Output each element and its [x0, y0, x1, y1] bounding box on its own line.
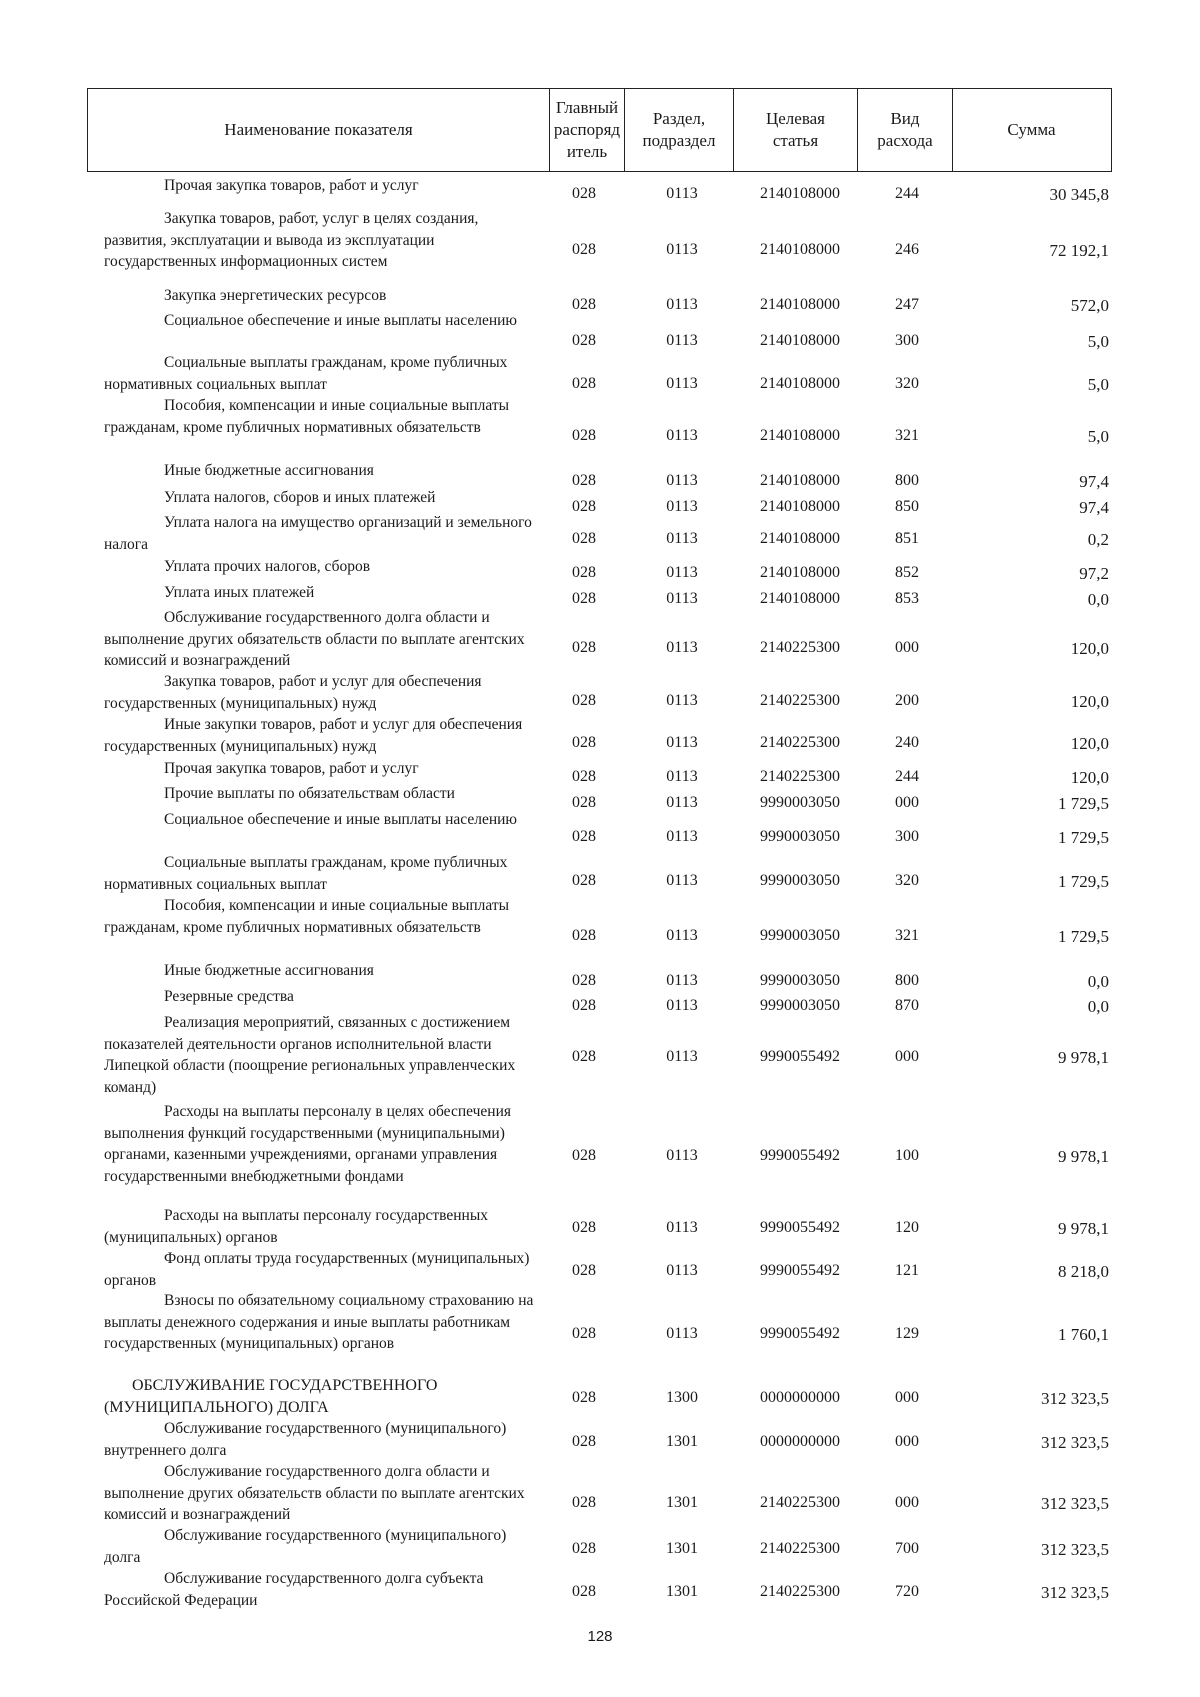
row-name: Закупка товаров, работ и услуг для обеспечения государственных (муниципальных) нужд: [104, 673, 482, 712]
row-name: Закупка энергетических ресурсов: [164, 287, 387, 304]
row-razdel: 1301: [666, 1433, 698, 1450]
header-grbs: Главный распоряд итель: [550, 89, 625, 171]
row-celevaya: 2140108000: [760, 296, 840, 313]
row-name: Закупка товаров, работ, услуг в целях создания, развития, эксплуатации и вывода из эксплуатации государственных информационных систем: [104, 210, 479, 270]
row-vid: 000: [895, 1433, 919, 1450]
row-razdel: 0113: [666, 972, 698, 989]
row-razdel: 0113: [666, 768, 698, 785]
row-razdel: 0113: [666, 639, 698, 656]
row-name: Иные бюджетные ассигнования: [164, 962, 374, 979]
row-name: Обслуживание государственного долга области и выполнение других обязательств области по выплате агентских комиссий и вознаграждений: [104, 609, 525, 669]
row-summa: 312 323,5: [1041, 1540, 1109, 1559]
row-celevaya: 9990003050: [760, 927, 840, 944]
row-grbs: 028: [572, 375, 596, 392]
row-razdel: 0113: [666, 1262, 698, 1279]
row-grbs: 028: [572, 332, 596, 349]
row-summa: 97,4: [1079, 498, 1109, 517]
row-summa: 5,0: [1087, 375, 1109, 394]
row-summa: 97,4: [1079, 472, 1109, 491]
row-vid: 800: [895, 972, 919, 989]
row-summa: 1 729,5: [1058, 828, 1109, 847]
row-razdel: 1301: [666, 1494, 698, 1511]
row-name: Фонд оплаты труда государственных (муниципальных) органов: [104, 1250, 530, 1289]
row-name: Социальные выплаты гражданам, кроме публичных нормативных социальных выплат: [104, 354, 508, 393]
row-summa: 572,0: [1070, 296, 1109, 315]
row-celevaya: 2140108000: [760, 427, 840, 444]
row-name: Прочие выплаты по обязательствам области: [164, 785, 455, 802]
row-grbs: 028: [572, 296, 596, 313]
row-celevaya: 9990003050: [760, 828, 840, 845]
row-name: Пособия, компенсации и иные социальные выплаты гражданам, кроме публичных нормативных обязательств: [104, 397, 510, 436]
row-razdel: 0113: [666, 927, 698, 944]
row-grbs: 028: [572, 498, 596, 515]
row-name: Обслуживание государственного долга области и выполнение других обязательств области по выплате агентских комиссий и вознаграждений: [104, 1463, 525, 1523]
row-summa: 97,2: [1079, 564, 1109, 583]
row-summa: 5,0: [1087, 332, 1109, 351]
row-razdel: 0113: [666, 590, 698, 607]
row-razdel: 0113: [666, 794, 698, 811]
row-summa: 312 323,5: [1041, 1494, 1109, 1513]
row-summa: 9 978,1: [1058, 1048, 1109, 1067]
row-summa: 0,2: [1087, 530, 1109, 549]
row-summa: 0,0: [1087, 997, 1109, 1016]
header-razdel: Раздел, подраздел: [625, 89, 734, 171]
row-razdel: 0113: [666, 472, 698, 489]
row-grbs: 028: [572, 530, 596, 547]
row-celevaya: 2140108000: [760, 472, 840, 489]
row-name: Прочая закупка товаров, работ и услуг: [164, 760, 419, 777]
row-grbs: 028: [572, 1540, 596, 1557]
row-vid: 000: [895, 1494, 919, 1511]
row-grbs: 028: [572, 564, 596, 581]
row-vid: 246: [895, 241, 919, 258]
row-name: ОБСЛУЖИВАНИЕ ГОСУДАРСТВЕННОГО (МУНИЦИПАЛЬНОГО) ДОЛГА: [104, 1377, 438, 1416]
row-celevaya: 9990055492: [760, 1048, 840, 1065]
row-celevaya: 0000000000: [760, 1433, 840, 1450]
row-celevaya: 2140108000: [760, 185, 840, 202]
row-celevaya: 2140108000: [760, 564, 840, 581]
row-celevaya: 9990055492: [760, 1262, 840, 1279]
row-razdel: 0113: [666, 1325, 698, 1342]
row-grbs: 028: [572, 734, 596, 751]
row-name: Пособия, компенсации и иные социальные выплаты гражданам, кроме публичных нормативных обязательств: [104, 897, 510, 936]
row-celevaya: 9990003050: [760, 794, 840, 811]
row-grbs: 028: [572, 768, 596, 785]
row-razdel: 0113: [666, 692, 698, 709]
row-name: Расходы на выплаты персоналу государственных (муниципальных) органов: [104, 1207, 488, 1246]
header-summa: Сумма: [1007, 120, 1056, 139]
row-razdel: 0113: [666, 332, 698, 349]
row-name: Прочая закупка товаров, работ и услуг: [164, 177, 419, 194]
row-celevaya: 2140108000: [760, 375, 840, 392]
row-summa: 120,0: [1070, 768, 1109, 787]
row-name: Социальные выплаты гражданам, кроме публичных нормативных социальных выплат: [104, 854, 508, 893]
row-celevaya: 2140108000: [760, 241, 840, 258]
row-grbs: 028: [572, 590, 596, 607]
row-grbs: 028: [572, 1389, 596, 1406]
row-razdel: 0113: [666, 872, 698, 889]
row-name: Обслуживание государственного (муниципального) долга: [104, 1527, 507, 1566]
row-grbs: 028: [572, 1583, 596, 1600]
row-summa: 120,0: [1070, 692, 1109, 711]
row-summa: 9 978,1: [1058, 1219, 1109, 1238]
row-summa: 5,0: [1087, 427, 1109, 446]
row-summa: 312 323,5: [1041, 1433, 1109, 1452]
row-grbs: 028: [572, 1219, 596, 1236]
row-vid: 120: [895, 1219, 919, 1236]
row-vid: 000: [895, 1048, 919, 1065]
row-vid: 000: [895, 639, 919, 656]
row-celevaya: 2140225300: [760, 639, 840, 656]
row-name: Обслуживание государственного долга субъекта Российской Федерации: [104, 1570, 484, 1609]
row-name: Социальное обеспечение и иные выплаты населению: [164, 312, 518, 329]
row-name: Взносы по обязательному социальному страхованию на выплаты денежного содержания и иные выплаты работникам государственных (муниципальных) органов: [104, 1292, 534, 1352]
row-name: Уплата прочих налогов, сборов: [164, 558, 371, 575]
row-vid: 000: [895, 1389, 919, 1406]
row-name: Обслуживание государственного (муниципального) внутреннего долга: [104, 1420, 507, 1459]
row-vid: 321: [895, 927, 919, 944]
row-celevaya: 2140225300: [760, 1540, 840, 1557]
row-razdel: 0113: [666, 296, 698, 313]
row-razdel: 0113: [666, 498, 698, 515]
row-grbs: 028: [572, 794, 596, 811]
row-summa: 1 729,5: [1058, 872, 1109, 891]
row-summa: 1 760,1: [1058, 1325, 1109, 1344]
row-summa: 0,0: [1087, 972, 1109, 991]
row-razdel: 0113: [666, 530, 698, 547]
row-summa: 0,0: [1087, 590, 1109, 609]
row-summa: 1 729,5: [1058, 927, 1109, 946]
row-celevaya: 2140225300: [760, 692, 840, 709]
row-name: Уплата налога на имущество организаций и земельного налога: [104, 514, 532, 553]
row-razdel: 0113: [666, 1147, 698, 1164]
row-razdel: 1301: [666, 1583, 698, 1600]
row-grbs: 028: [572, 997, 596, 1014]
page-number: 128: [587, 1628, 613, 1645]
row-vid: 720: [895, 1583, 919, 1600]
row-summa: 9 978,1: [1058, 1147, 1109, 1166]
row-vid: 100: [895, 1147, 919, 1164]
header-vid: Вид расхода: [858, 89, 953, 171]
row-grbs: 028: [572, 1262, 596, 1279]
row-summa: 120,0: [1070, 639, 1109, 658]
row-summa: 120,0: [1070, 734, 1109, 753]
row-razdel: 0113: [666, 375, 698, 392]
row-summa: 72 192,1: [1049, 241, 1109, 260]
row-celevaya: 2140108000: [760, 530, 840, 547]
row-name: Социальное обеспечение и иные выплаты населению: [164, 811, 518, 828]
row-grbs: 028: [572, 872, 596, 889]
row-grbs: 028: [572, 692, 596, 709]
row-vid: 870: [895, 997, 919, 1014]
row-grbs: 028: [572, 1433, 596, 1450]
row-name: Реализация мероприятий, связанных с достижением показателей деятельности органов исполнительной власти Липецкой области (поощрение региональных управленческих команд): [104, 1014, 516, 1096]
row-vid: 851: [895, 530, 919, 547]
row-celevaya: 2140225300: [760, 734, 840, 751]
row-vid: 800: [895, 472, 919, 489]
row-vid: 320: [895, 872, 919, 889]
header-name: Наименование показателя: [88, 89, 550, 171]
row-celevaya: 2140225300: [760, 1583, 840, 1600]
row-razdel: 0113: [666, 564, 698, 581]
row-razdel: 0113: [666, 427, 698, 444]
row-grbs: 028: [572, 639, 596, 656]
row-name: Иные закупки товаров, работ и услуг для обеспечения государственных (муниципальных) нужд: [104, 716, 523, 755]
row-vid: 321: [895, 427, 919, 444]
row-celevaya: 9990055492: [760, 1219, 840, 1236]
row-summa: 1 729,5: [1058, 794, 1109, 813]
row-name: Иные бюджетные ассигнования: [164, 462, 374, 479]
row-celevaya: 2140108000: [760, 498, 840, 515]
row-vid: 320: [895, 375, 919, 392]
row-summa: 30 345,8: [1049, 185, 1109, 204]
row-celevaya: 2140225300: [760, 1494, 840, 1511]
row-vid: 300: [895, 828, 919, 845]
row-vid: 853: [895, 590, 919, 607]
row-vid: 200: [895, 692, 919, 709]
row-summa: 312 323,5: [1041, 1389, 1109, 1408]
row-razdel: 0113: [666, 997, 698, 1014]
row-razdel: 1301: [666, 1540, 698, 1557]
row-summa: 312 323,5: [1041, 1583, 1109, 1602]
row-grbs: 028: [572, 472, 596, 489]
row-razdel: 0113: [666, 734, 698, 751]
row-grbs: 028: [572, 241, 596, 258]
row-celevaya: 9990003050: [760, 872, 840, 889]
row-grbs: 028: [572, 1494, 596, 1511]
row-razdel: 0113: [666, 1219, 698, 1236]
row-name: Уплата иных платежей: [164, 584, 315, 601]
row-razdel: 0113: [666, 1048, 698, 1065]
row-vid: 300: [895, 332, 919, 349]
row-celevaya: 0000000000: [760, 1389, 840, 1406]
row-celevaya: 2140225300: [760, 768, 840, 785]
row-vid: 121: [895, 1262, 919, 1279]
row-grbs: 028: [572, 1325, 596, 1342]
row-vid: 850: [895, 498, 919, 515]
row-grbs: 028: [572, 927, 596, 944]
row-summa: 8 218,0: [1058, 1262, 1109, 1281]
row-razdel: 0113: [666, 241, 698, 258]
row-vid: 244: [895, 185, 919, 202]
row-celevaya: 9990003050: [760, 972, 840, 989]
row-name: Уплата налогов, сборов и иных платежей: [164, 489, 436, 506]
row-grbs: 028: [572, 972, 596, 989]
row-celevaya: 9990055492: [760, 1147, 840, 1164]
row-grbs: 028: [572, 185, 596, 202]
row-razdel: 1300: [666, 1389, 698, 1406]
row-vid: 129: [895, 1325, 919, 1342]
row-grbs: 028: [572, 1147, 596, 1164]
row-vid: 000: [895, 794, 919, 811]
row-razdel: 0113: [666, 828, 698, 845]
row-celevaya: 2140108000: [760, 590, 840, 607]
row-celevaya: 9990003050: [760, 997, 840, 1014]
row-grbs: 028: [572, 1048, 596, 1065]
row-celevaya: 9990055492: [760, 1325, 840, 1342]
row-vid: 247: [895, 296, 919, 313]
row-name: Расходы на выплаты персоналу в целях обеспечения выполнения функций государственными (муниципальными) органами, казенными учреждениями, органами управления государственными внебюджетными фондами: [104, 1103, 512, 1185]
row-vid: 244: [895, 768, 919, 785]
row-vid: 852: [895, 564, 919, 581]
row-vid: 240: [895, 734, 919, 751]
row-grbs: 028: [572, 427, 596, 444]
row-grbs: 028: [572, 828, 596, 845]
row-vid: 700: [895, 1540, 919, 1557]
row-celevaya: 2140108000: [760, 332, 840, 349]
row-name: Резервные средства: [164, 988, 294, 1005]
header-celevaya: Целевая статья: [734, 89, 858, 171]
row-razdel: 0113: [666, 185, 698, 202]
